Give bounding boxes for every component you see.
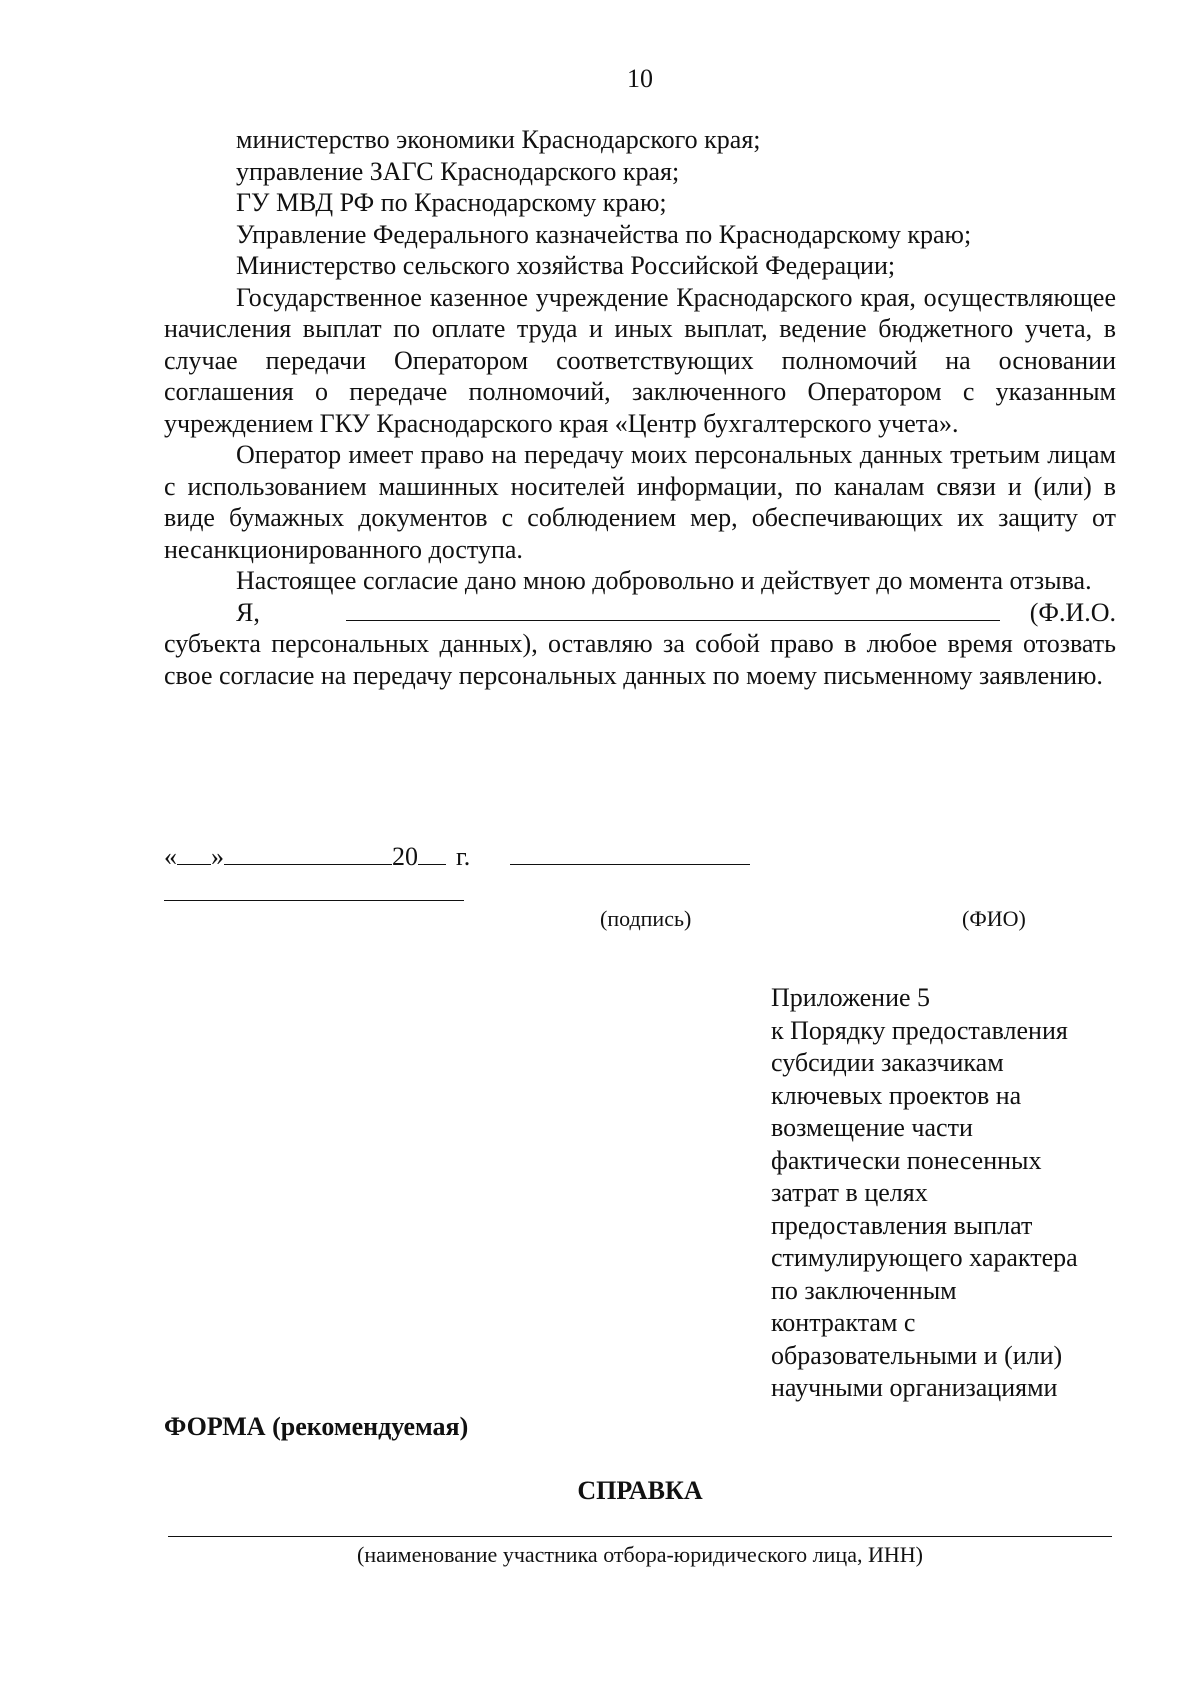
date-row	[164, 842, 750, 872]
body-text	[164, 124, 1116, 691]
day-blank-field[interactable]	[177, 842, 211, 865]
page-number: 10	[627, 64, 653, 93]
month-blank-field[interactable]	[224, 842, 392, 865]
list-item: министерство экономики Краснодарского края;	[236, 125, 761, 154]
signature-caption: (подпись)	[600, 906, 692, 931]
document-title: СПРАВКА	[577, 1476, 703, 1505]
fio-signature-line[interactable]	[164, 900, 464, 901]
year-prefix: 20	[392, 842, 418, 871]
appendix-line: по заключенным	[771, 1275, 957, 1305]
appendix-line: научными организациями	[771, 1373, 1058, 1402]
close-quote: »	[211, 842, 224, 871]
appendix-line: затрат в целях	[771, 1178, 928, 1207]
signature-blank-field[interactable]	[510, 842, 750, 865]
list-item: управление ЗАГС Краснодарского края;	[236, 156, 680, 186]
list-item: Министерство сельского хозяйства Российской Федерации;	[236, 251, 896, 280]
appendix-line: субсидии заказчикам	[771, 1048, 1004, 1077]
paragraph-withdraw: субъекта персональных данных), оставляю за собой право в любое время отозвать свое согласие на передачу персональных данных по моему письменному заявлению.	[164, 629, 1116, 690]
appendix-block	[771, 982, 1131, 1405]
appendix-line: Приложение 5	[771, 983, 931, 1012]
list-item: Управление Федерального казначейства по Краснодарскому краю;	[236, 219, 972, 249]
appendix-line: фактически понесенных	[771, 1145, 1042, 1175]
paragraph-operator-right: Оператор имеет право на передачу моих персональных данных третьим лицам с использованием машинных носителей информации, по каналам связи и (или) в виде бумажных документов с соблюдением мер, обеспечивающих их защиту от несанкционированного доступа.	[164, 440, 1116, 564]
appendix-line: возмещение части	[771, 1113, 973, 1142]
participant-name-line[interactable]	[168, 1536, 1112, 1537]
appendix-line: образовательными и (или)	[771, 1340, 1063, 1370]
year-suffix: г.	[456, 842, 471, 871]
participant-name-caption: (наименование участника отбора-юридического лица, ИНН)	[357, 1542, 923, 1567]
fio-blank-field[interactable]	[346, 598, 1000, 621]
open-quote: «	[164, 842, 177, 871]
form-label: ФОРМА (рекомендуемая)	[164, 1412, 469, 1441]
fio-label: (Ф.И.О.	[1029, 597, 1116, 627]
appendix-line: к Порядку предоставления	[771, 1015, 1068, 1045]
ya-label: Я,	[236, 597, 260, 627]
paragraph-gku: Государственное казенное учреждение Краснодарского края, осуществляющее начисления выплат по оплате труда и иных выплат, ведение бюджетного учета, в случае передачи Оператором соответствующих полномочий на основании соглашения о передаче полномочий, заключенного Оператором с указанным учреждением ГКУ Краснодарского края «Центр бухгалтерского учета».	[164, 282, 1116, 438]
year-blank-field[interactable]	[418, 842, 446, 865]
fio-caption: (ФИО)	[962, 906, 1026, 931]
appendix-line: предоставления выплат	[771, 1210, 1033, 1240]
appendix-line: стимулирующего характера	[771, 1243, 1078, 1272]
appendix-line: ключевых проектов на	[771, 1080, 1022, 1110]
fio-entry-line	[164, 597, 1116, 629]
appendix-line: контрактам с	[771, 1308, 916, 1337]
list-item: ГУ МВД РФ по Краснодарскому краю;	[236, 188, 667, 217]
paragraph-consent: Настоящее согласие дано мною добровольно и действует до момента отзыва.	[236, 566, 1092, 595]
